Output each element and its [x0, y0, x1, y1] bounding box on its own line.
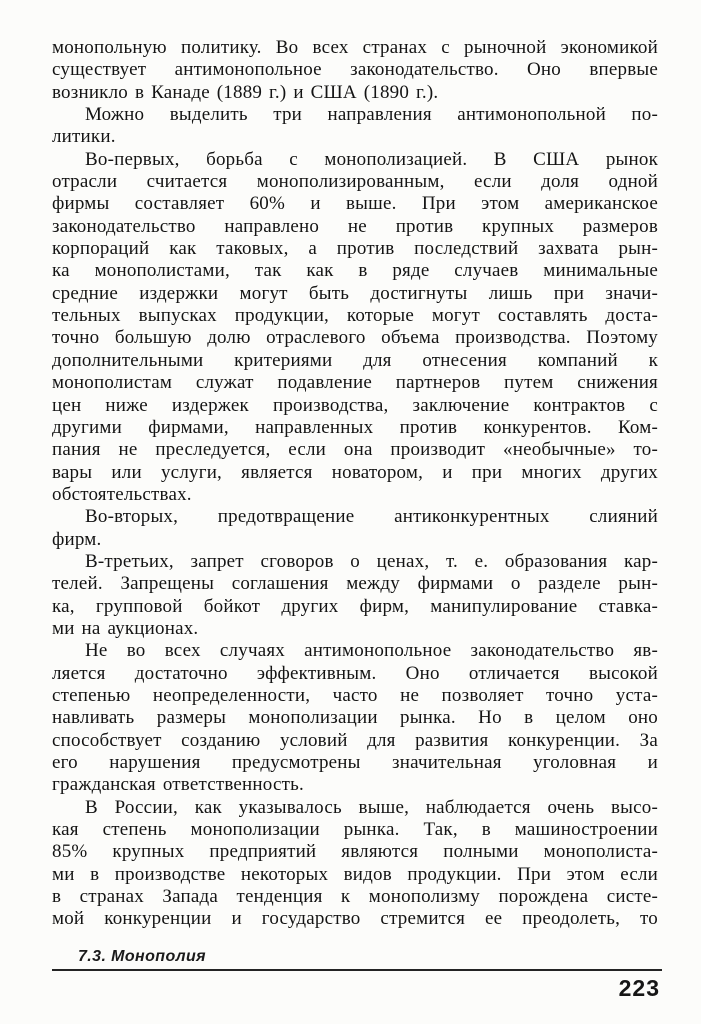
footer-rule: [52, 969, 662, 971]
text-line: телей. Запрещены соглашения между фирмами о разделе рын-: [52, 573, 658, 595]
text-line: ми в производстве некоторых видов продукции. При этом если: [52, 863, 658, 885]
text-line: средние издержки могут быть достигнуты лишь при значи-: [52, 282, 658, 304]
page-number: 223: [618, 975, 660, 1001]
paragraph: [52, 797, 658, 931]
paragraph: [52, 640, 658, 796]
text-line: точно большую долю отраслевого объема производства. Поэтому: [52, 327, 658, 349]
footer-section-label: 7.3. Монополия: [78, 948, 206, 965]
text-line: 85% крупных предприятий являются полными монополиста-: [52, 841, 658, 863]
paragraph: [52, 506, 658, 551]
paragraph: [52, 104, 658, 149]
text-line: ка, групповой бойкот других фирм, манипулирование ставка-: [52, 595, 658, 617]
text-line: его нарушения предусмотрены значительная уголовная и: [52, 752, 658, 773]
text-line: цен ниже издержек производства, заключение контрактов с: [52, 394, 658, 416]
text-line: существует антимонопольное законодательство. Оно впервые: [52, 59, 658, 81]
text-line: навливать размеры монополизации рынка. Но в целом оно: [52, 707, 658, 729]
text-line: другими фирмами, направленных против конкурентов. Ком-: [52, 416, 658, 438]
text-line: пания не преследуется, если она производит «необычные» то-: [52, 439, 658, 461]
text-line: монопольную политику. Во всех странах с рыночной экономикой: [52, 37, 658, 58]
text-line: отрасли считается монополизированным, если доля одной: [52, 171, 658, 193]
page-footer: [52, 948, 662, 1002]
text-line: обстоятельствах.: [52, 483, 192, 505]
text-line: законодательство направлено не против крупных размеров: [52, 215, 658, 237]
text-line: ми на аукционах.: [52, 617, 199, 639]
text-line: ляется достаточно эффективным. Оно отличается высокой: [52, 662, 658, 684]
text-line: фирм.: [52, 528, 102, 550]
text-line: литики.: [52, 126, 116, 148]
text-line: возникло в Канаде (1889 г.) и США (1890 г.).: [52, 81, 439, 103]
paragraph: [52, 551, 658, 640]
text-line: способствует созданию условий для развития конкуренции. За: [52, 729, 658, 751]
text-line: Можно выделить три направления антимонопольной по-: [85, 104, 658, 126]
text-line: степенью неопределенности, часто не позволяет точно уста-: [52, 684, 658, 706]
text-line: корпораций как таковых, а против последствий захвата рын-: [52, 238, 658, 260]
text-line: в странах Запада тенденция к монополизму порождена систе-: [52, 886, 658, 908]
text-line: фирмы составляет 60% и выше. При этом американское: [52, 193, 658, 215]
text-line: В-третьих, запрет сговоров о ценах, т. е. образования кар-: [85, 550, 658, 572]
text-line: Во-вторых, предотвращение антиконкурентных слияний: [85, 506, 658, 528]
text-line: гражданская ответственность.: [52, 774, 304, 796]
text-line: мой конкуренции и государство стремится ее преодолеть, то: [52, 908, 658, 930]
text-line: Не во всех случаях антимонопольное законодательство яв-: [85, 640, 658, 662]
text-line: ка монополистами, так как в ряде случаев минимальные: [52, 260, 658, 282]
text-line: тельных выпусках продукции, которые могут составлять доста-: [52, 305, 658, 327]
body-text: [52, 37, 658, 931]
text-line: дополнительными критериями для отнесения компаний к: [52, 349, 658, 371]
text-line: Во-первых, борьба с монополизацией. В США рынок: [85, 148, 658, 170]
text-line: В России, как указывалось выше, наблюдается очень высо-: [85, 796, 658, 818]
paragraph: [52, 149, 658, 507]
text-line: монополистам служат подавление партнеров путем снижения: [52, 372, 658, 394]
text-line: вары или услуги, является новатором, и при многих других: [52, 461, 658, 483]
paragraph: [52, 37, 658, 104]
text-line: кая степень монополизации рынка. Так, в машиностроении: [52, 819, 658, 841]
